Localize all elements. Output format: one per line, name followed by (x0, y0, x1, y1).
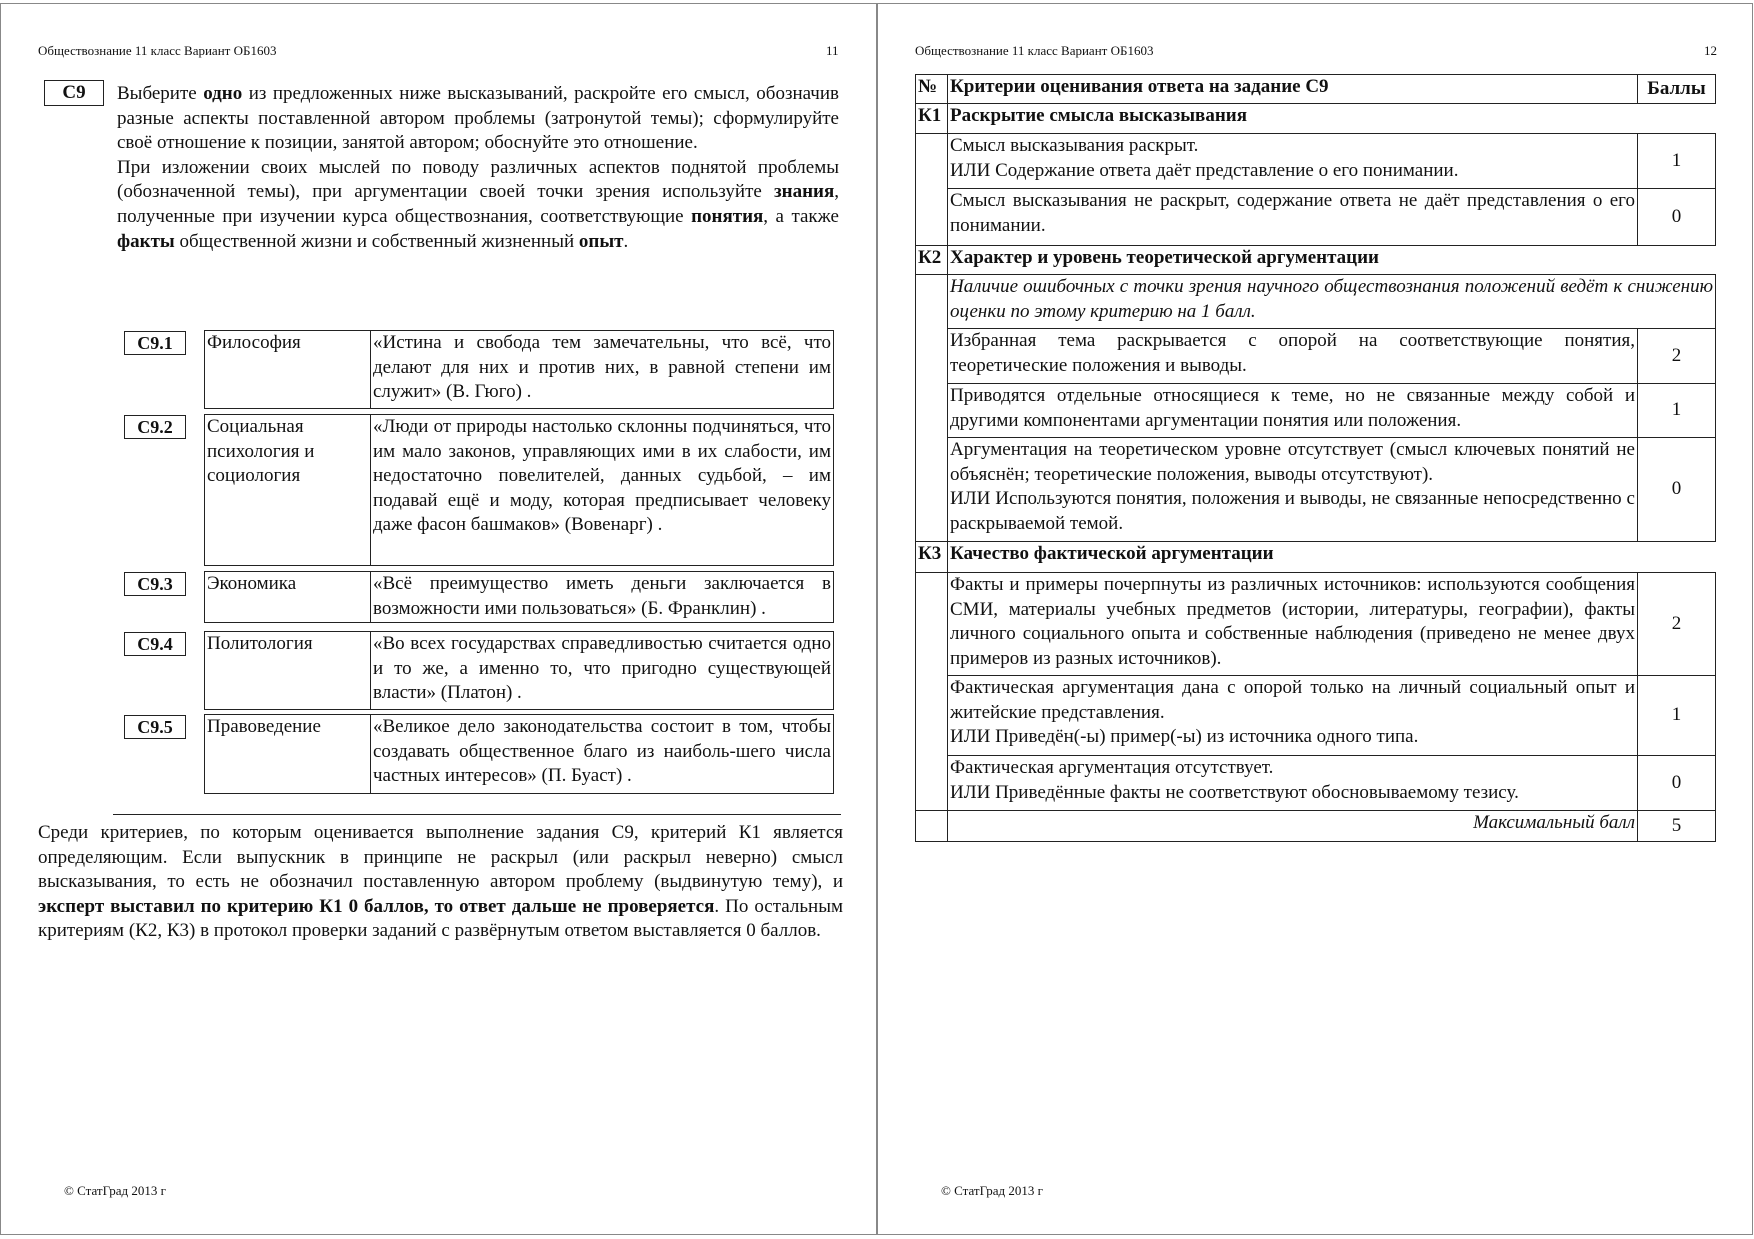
criterion-score: 1 (1638, 384, 1716, 438)
option-quote: «Всё преимущество иметь деньги заключается в возможности ими пользоваться» (Б. Франклин) . (371, 572, 834, 623)
criterion-header-row (916, 542, 1716, 573)
bold-text: опыт (578, 230, 624, 252)
text-segment: из предложенных ниже высказываний, раскройте его смысл, обозначив разные аспекты поставленной автором проблемы (затронутой темы); сформулируйте своё отношение к позиции, занятой автором; обоснуйте это отношение. (117, 83, 839, 154)
criterion-description: Смысл высказывания не раскрыт, содержание ответа не даёт представления о его понимании. (948, 189, 1638, 246)
criterion-id: К3 (916, 542, 948, 573)
criterion-description: Смысл высказывания раскрыт. ИЛИ Содержание ответа даёт представление о его понимании. (948, 134, 1638, 189)
criterion-row (916, 438, 1716, 542)
max-score-value: 5 (1638, 811, 1716, 842)
page-header: Обществознание 11 класс Вариант ОБ1603 (38, 43, 277, 58)
criterion-title: Характер и уровень теоретической аргументации (948, 246, 1716, 275)
text-segment: Выберите (117, 83, 204, 104)
option-subject: Социальная психология и социология (205, 415, 371, 566)
option-row (205, 572, 834, 623)
option-subject: Правоведение (205, 715, 371, 794)
criterion-note-row (916, 275, 1716, 329)
option-subject: Политология (205, 632, 371, 710)
criterion-row (916, 756, 1716, 811)
task-paragraph (117, 82, 839, 156)
criterion-note: Наличие ошибочных с точки зрения научного обществознания положений ведёт к снижению оценки по этому критерию на 1 балл. (948, 275, 1716, 329)
criterion-score: 0 (1638, 189, 1716, 246)
option-quote: «Великое дело законодательства состоит в том, чтобы создавать общественное благо из наиболь-шего числа частных интересов» (П. Буаст) . (371, 715, 834, 794)
option-subject: Экономика (205, 572, 371, 623)
empty-cell (916, 329, 948, 384)
criterion-description: Фактическая аргументация дана с опорой только на личный социальный опыт и житейские представления. ИЛИ Приведён(-ы) пример(-ы) из источника одного типа. (948, 676, 1638, 756)
criterion-row (916, 384, 1716, 438)
criterion-row (916, 189, 1716, 246)
text-segment: , а также (763, 205, 839, 227)
option-label: С9.2 (124, 415, 186, 439)
col-criteria-header: Критерии оценивания ответа на задание С9 (948, 75, 1638, 104)
bold-text: знания (773, 181, 835, 203)
bold-text: одно (203, 83, 243, 104)
empty-cell (916, 756, 948, 811)
empty-cell (916, 189, 948, 246)
criterion-description: Аргументация на теоретическом уровне отсутствует (смысл ключевых понятий не объяснён; теоретические положения, выводы отсутствуют). ИЛИ Используются понятия, положения и выводы, не связанные непосредственно с раскрываемой темой. (948, 438, 1638, 542)
text-segment: Среди критериев, по которым оценивается выполнение задания С9, критерий К1 является определяющим. Если выпускник в принципе не раскрыл (или раскрыл неверно) смысл высказывания, то есть не обозначил поставленную автором проблему (выдвинутую тему), и (38, 822, 843, 893)
bold-text: факты (117, 230, 175, 252)
criterion-row (916, 573, 1716, 676)
empty-cell (916, 134, 948, 189)
task-text (117, 82, 839, 254)
criterion-id: К1 (916, 104, 948, 134)
text-segment: . (623, 230, 629, 252)
empty-cell (916, 676, 948, 756)
criterion-header-row (916, 104, 1716, 134)
col-score-header: Баллы (1638, 75, 1716, 104)
option-table (204, 571, 834, 623)
option-quote: «Истина и свобода тем замечательны, что всё, что делают для них и против них, в равной степени им служит» (В. Гюго) . (371, 331, 834, 409)
option-row (205, 632, 834, 710)
criterion-description: Приводятся отдельные относящиеся к теме, но не связанные между собой и другими компонентами аргументации понятия или положения. (948, 384, 1638, 438)
divider (113, 814, 841, 815)
option-subject: Философия (205, 331, 371, 409)
table-header-row (916, 75, 1716, 104)
bold-text: понятия (691, 205, 764, 227)
criterion-title: Качество фактической аргументации (948, 542, 1716, 573)
page-header: Обществознание 11 класс Вариант ОБ1603 (915, 43, 1154, 58)
option-quote: «Люди от природы настолько склонны подчиняться, что им мало законов, управляющих ими в их слабости, им недостаточно повелителей, данных судьбой, – им подавай ещё и моду, которая предписывает человеку даже фасон башмаков» (Вовенарг) . (371, 415, 834, 566)
option-row (205, 331, 834, 409)
option-table (204, 414, 834, 566)
text-segment: общественной жизни и собственный жизненный (174, 230, 579, 252)
col-num-header: № (916, 75, 948, 104)
option-label: С9.4 (124, 632, 186, 656)
criterion-title: Раскрытие смысла высказывания (948, 104, 1716, 134)
footer: © СтатГрад 2013 г (64, 1183, 166, 1198)
criterion-score: 2 (1638, 573, 1716, 676)
criterion-row (916, 676, 1716, 756)
page-number: 12 (1704, 43, 1717, 58)
text-segment: При изложении своих мыслей по поводу различных аспектов поднятой проблемы (обозначенной темы), при аргументации своей точки зрения используйте (117, 156, 839, 203)
left-page (0, 3, 877, 1235)
empty-cell (916, 438, 948, 542)
max-score-label: Максимальный балл (948, 811, 1638, 842)
page-number: 11 (826, 43, 839, 58)
criterion-description: Фактическая аргументация отсутствует. ИЛИ Приведённые факты не соответствуют обосновываемому тезису. (948, 756, 1638, 811)
option-table (204, 330, 834, 409)
criterion-description: Избранная тема раскрывается с опорой на соответствующие понятия, теоретические положения и выводы. (948, 329, 1638, 384)
criterion-score: 0 (1638, 438, 1716, 542)
criterion-description: Факты и примеры почерпнуты из различных источников: используются сообщения СМИ, материалы учебных предметов (истории, литературы, географии), факты личного социального опыта и собственные наблюдения (приведено не менее двух примеров из разных источников). (948, 573, 1638, 676)
criterion-row (916, 134, 1716, 189)
max-score-row (916, 811, 1716, 842)
empty-cell (916, 275, 948, 329)
option-row (205, 715, 834, 794)
option-row (205, 415, 834, 566)
text-segment: . По остальным критериям (К2, К3) в протокол проверки заданий с развёрнутым ответом выставляется 0 баллов. (38, 895, 843, 942)
option-label: С9.5 (124, 715, 186, 739)
option-label: С9.3 (124, 572, 186, 596)
criterion-id: К2 (916, 246, 948, 275)
option-label: С9.1 (124, 331, 186, 355)
task-label: С9 (44, 80, 104, 106)
right-page (877, 3, 1753, 1235)
option-table (204, 714, 834, 794)
option-table (204, 631, 834, 710)
criterion-score: 2 (1638, 329, 1716, 384)
criterion-header-row (916, 246, 1716, 275)
footer: © СтатГрад 2013 г (941, 1183, 1043, 1198)
text-segment: , полученные при изучении курса обществознания, соответствующие (117, 181, 839, 227)
criteria-table (915, 74, 1716, 842)
note-paragraph (38, 821, 843, 944)
criterion-row (916, 329, 1716, 384)
criterion-score: 0 (1638, 756, 1716, 811)
empty-cell (916, 573, 948, 676)
criterion-score: 1 (1638, 134, 1716, 189)
bold-text: эксперт выставил по критерию К1 0 баллов, то ответ дальше не проверяется (38, 895, 715, 917)
option-quote: «Во всех государствах справедливостью считается одно и то же, а именно то, что пригодно существующей власти» (Платон) . (371, 632, 834, 710)
task-paragraph (117, 156, 839, 254)
empty-cell (916, 384, 948, 438)
criterion-score: 1 (1638, 676, 1716, 756)
